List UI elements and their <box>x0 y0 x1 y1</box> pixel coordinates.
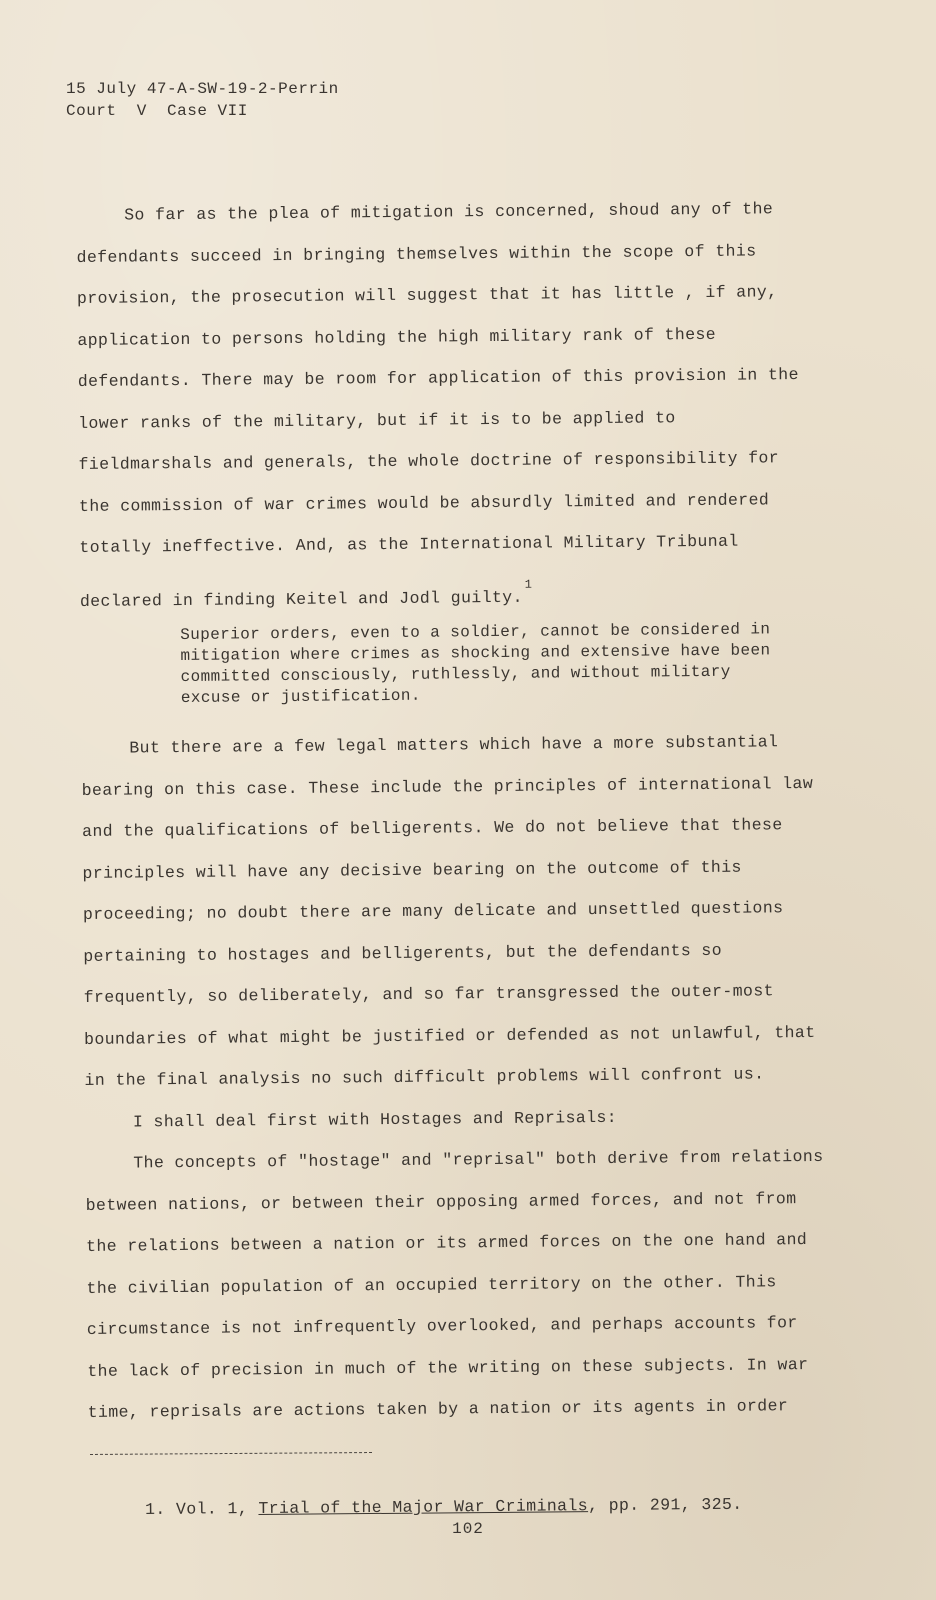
paragraph-mitigation-text: So far as the plea of mitigation is concerned, shoud any of the defendants succeed in bringing themselves within the scope of this provision, the prosecution will suggest that it has little , if any, application to persons holding the high military rank of these defendants. There may be room for application of this provision in the lower ranks of the military, but if it is to be applied to fieldmarshals and generals, the whole doctrine of responsibility for the commission of war crimes would be absurdly limited and rendered totally ineffective. And, as the International Military Tribunal declared in finding Keitel and Jodl guilty. <box>76 199 799 611</box>
page-number: 102 <box>452 1520 484 1538</box>
paragraph-hostages-heading: I shall deal first with Hostages and Reprisals: <box>132 1107 618 1131</box>
footnote-title: Trial of the Major War Criminals <box>258 1496 589 1519</box>
paragraph-concepts: The concepts of "hostage" and "reprisal" both derive from relations between nations, or between their opposing armed forces, and not from the relations between a nation or its armed forces on the one hand and the civilian population of an occupied territory on the other. This circumstance is not infrequently overlooked, and perhaps accounts for the lack of precision in much of the writing on these subjects. In war time, reprisals are actions taken by a nation or its agents in order <box>85 1146 824 1422</box>
header-line-date-code: 15 July 47-A-SW-19-2-Perrin <box>66 80 339 98</box>
document-body <box>76 188 828 1434</box>
footnote-divider <box>90 1452 372 1455</box>
paragraph-legal-matters: But there are a few legal matters which have a more substantial bearing on this case. These include the principles of international law and the qualifications of belligerents. We do not believe that these principles will have any decisive bearing on the outcome of this proceeding; no doubt there are many delicate and unsettled questions pertaining to hostages and belligerents, but the defendants so frequently, so deliberately, and so far transgressed the outer-most boundaries of what might be justified or defended as not unlawful, that in the final analysis no such difficult problems will confront us. <box>81 732 816 1090</box>
paragraph-mitigation <box>76 188 820 622</box>
block-quote: Superior orders, even to a soldier, cannot be considered in mitigation where crimes as shocking and extensive have been committed consciously, ruthlessly, and without military excuse or justification. <box>180 620 771 708</box>
footnote <box>145 1495 743 1519</box>
header-line-court-case: Court V Case VII <box>66 102 248 120</box>
document-header <box>66 78 339 122</box>
footnote-reference: 1 <box>524 577 533 592</box>
footnote-suffix: , pp. 291, 325. <box>587 1494 743 1516</box>
footnote-prefix: 1. Vol. 1, <box>145 1499 259 1519</box>
